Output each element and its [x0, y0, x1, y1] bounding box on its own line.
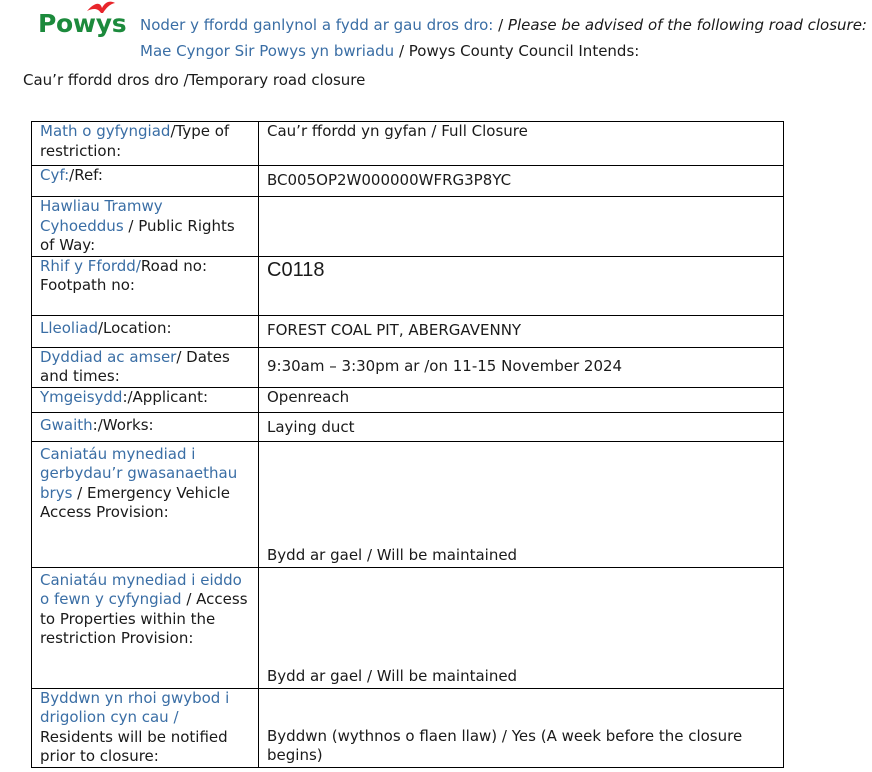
label-cell [32, 412, 259, 441]
label-welsh: Byddwn yn rhoi gwybod i drigolion cyn cau / [40, 688, 230, 726]
notice-english: Please be advised of the following road closure: [507, 16, 867, 34]
label-welsh: Math o gyfyngiad [40, 122, 171, 140]
value-cell: Bydd ar gael / Will be maintained [259, 567, 784, 688]
label-cell [32, 315, 259, 347]
table-row [32, 688, 784, 767]
label-english: / Public Rights of Way: [40, 216, 235, 254]
label-welsh: Caniatáu mynediad i gerbydau’r gwasanaethau brys [40, 444, 238, 502]
table-row [32, 166, 784, 197]
value-cell: Byddwn (wythnos o flaen llaw) / Yes (A week before the closure begins) [259, 688, 784, 767]
label-welsh: Ymgeisydd [40, 387, 123, 406]
label-english: :/Works: [92, 415, 154, 434]
powys-logo [38, 5, 128, 45]
notice-welsh: Noder y ffordd ganlynol a fydd ar gau dros dro: [140, 16, 494, 34]
table-row [32, 441, 784, 567]
intends-welsh: Mae Cyngor Sir Powys yn bwriadu [140, 42, 395, 60]
label-cell [32, 688, 259, 767]
label-cell [32, 387, 259, 412]
label-cell [32, 166, 259, 197]
label-cell [32, 567, 259, 688]
label-welsh: Dyddiad ac amser [40, 347, 177, 366]
label-welsh: Caniatáu mynediad i eiddo o fewn y cyfyngiad [40, 570, 242, 608]
table-row [32, 197, 784, 257]
council-intends-line [140, 41, 639, 61]
table-row [32, 256, 784, 315]
label-english: /Location: [97, 318, 172, 337]
label-welsh: Gwaith [40, 415, 93, 434]
label-welsh: Hawliau Tramwy Cyhoeddus [40, 197, 163, 235]
road-number: C0118 [267, 258, 325, 281]
page-subtitle: Cau’r ffordd dros dro /Temporary road closure [23, 71, 366, 89]
label-english: :/Applicant: [122, 387, 209, 406]
table-row [32, 347, 784, 387]
label-english: /Ref: [69, 166, 103, 184]
value-cell: Openreach [259, 387, 784, 412]
label-welsh: Rhif y Ffordd/ [40, 256, 141, 275]
value-cell: 9:30am – 3:30pm ar /on 11-15 November 2024 [259, 347, 784, 387]
label-cell [32, 197, 259, 257]
closure-details-table [31, 121, 784, 768]
label-english: Road no: Footpath no: [40, 256, 208, 294]
notice-line [140, 15, 867, 35]
intends-separator: / [394, 42, 409, 60]
value-cell [259, 256, 784, 315]
value-cell: Laying duct [259, 412, 784, 441]
label-cell [32, 256, 259, 315]
label-cell [32, 122, 259, 166]
label-cell [32, 347, 259, 387]
label-english: / Emergency Vehicle Access Provision: [40, 483, 230, 521]
logo-wordmark: Powys [38, 9, 127, 38]
label-cell [32, 441, 259, 567]
value-cell: FOREST COAL PIT, ABERGAVENNY [259, 315, 784, 347]
value-cell: BC005OP2W000000WFRG3P8YC [259, 166, 784, 197]
label-welsh: Lleoliad [40, 318, 98, 337]
table-row [32, 387, 784, 412]
table-row [32, 567, 784, 688]
value-cell [259, 197, 784, 257]
value-cell: Cau’r ffordd yn gyfan / Full Closure [259, 122, 784, 166]
table-row [32, 122, 784, 166]
label-english: Residents will be notified prior to closure: [40, 727, 228, 765]
label-english: / Access to Properties within the restriction Provision: [40, 590, 248, 647]
label-english: /Type of restriction: [40, 122, 230, 160]
intends-english: Powys County Council Intends: [408, 42, 640, 60]
table-row [32, 412, 784, 441]
notice-separator: / [493, 16, 508, 34]
label-english: / Dates and times: [40, 347, 230, 385]
table-row [32, 315, 784, 347]
value-cell: Bydd ar gael / Will be maintained [259, 441, 784, 567]
label-welsh: Cyf: [40, 166, 70, 184]
